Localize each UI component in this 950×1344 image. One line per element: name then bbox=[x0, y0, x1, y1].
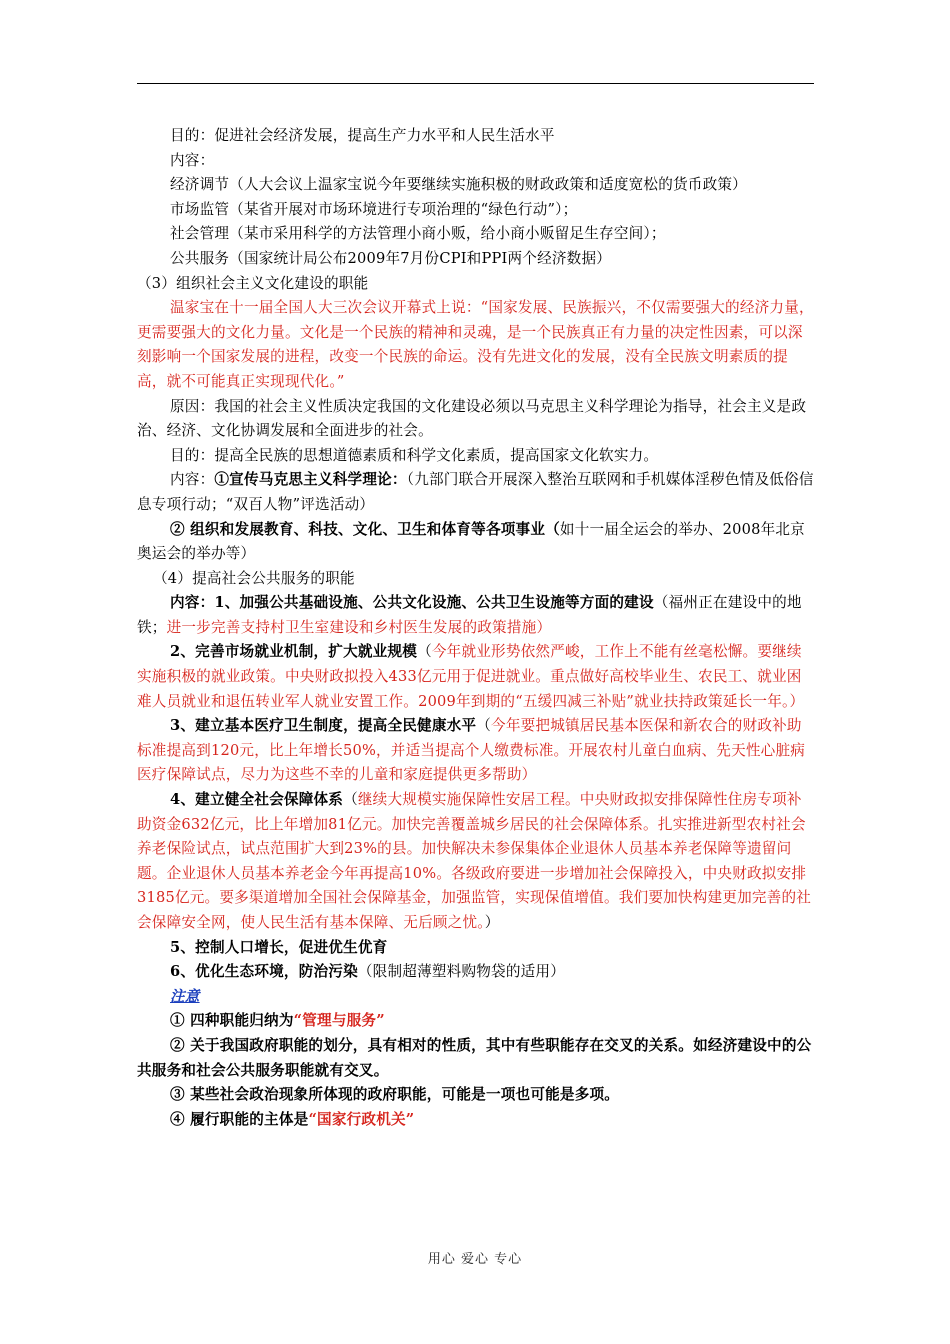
header-rule bbox=[137, 83, 814, 84]
document-body bbox=[137, 124, 814, 1132]
section-3-heading: （3）组织社会主义文化建设的职能 bbox=[137, 274, 369, 292]
note-link[interactable]: 注意 bbox=[170, 987, 200, 1005]
service-item-1-red: 进一步完善支持村卫生室建设和乡村医生发展的政策措施） bbox=[166, 618, 552, 636]
service-item-3 bbox=[137, 714, 814, 788]
page-footer: 用心 爱心 专心 bbox=[427, 1252, 523, 1267]
culture-item-1-title: ①宣传马克思主义科学理论： bbox=[214, 471, 407, 489]
note-1-text: ① 四种职能归纳为 bbox=[170, 1012, 294, 1030]
content-label: 内容： bbox=[170, 471, 215, 489]
culture-content-1 bbox=[137, 468, 814, 517]
content-label: 内容： bbox=[170, 151, 215, 169]
culture-reason: 原因：我国的社会主义性质决定我国的文化建设必须以马克思主义科学理论为指导，社会主义是政治、经济、文化协调发展和全面进步的社会。 bbox=[137, 397, 807, 440]
culture-goal: 目的：提高全民族的思想道德素质和科学文化素质，提高国家文化软实力。 bbox=[170, 446, 659, 464]
note-4-text: ④ 履行职能的主体是 bbox=[170, 1110, 309, 1128]
note-1 bbox=[137, 1009, 814, 1034]
service-item-4-end: ） bbox=[484, 914, 500, 931]
note-2: ② 关于我国政府职能的划分，具有相对的性质，其中有些职能存在交叉的关系。如经济建设中的公共服务和社会公共服务职能就有交叉。 bbox=[137, 1036, 812, 1079]
service-item-6 bbox=[137, 960, 814, 985]
service-item-1-title: 内容：1、加强公共基础设施、公共文化设施、公共卫生设施等方面的建设 bbox=[170, 594, 654, 612]
culture-item-1-example: （九部门联合开展深入整治互联网和手机媒体淫秽色情及低俗信息专项行动；“双百人物”评选活动） bbox=[137, 471, 814, 513]
note-4-red: “国家行政机关” bbox=[308, 1110, 415, 1128]
service-item-2 bbox=[137, 640, 814, 714]
service-item-3-red: 今年要把城镇居民基本医保和新农合的财政补助标准提高到120元，比上年增长50%，并适当提高个人缴费标准。开展农村儿童白血病、先天性心脏病医疗保障试点，尽力为这些不幸的儿童和家庭提供更多帮助） bbox=[137, 717, 806, 784]
service-item-1-example: （福州正在建设中的地铁； bbox=[137, 594, 802, 636]
public-service-line: 公共服务（国家统计局公布2009年7月份CPI和PPI两个经济数据） bbox=[170, 249, 612, 267]
social-management-line: 社会管理（某市采用科学的方法管理小商小贩，给小商小贩留足生存空间）； bbox=[170, 225, 666, 243]
note-heading bbox=[137, 985, 814, 1010]
service-item-5: 5、控制人口增长，促进优生优育 bbox=[170, 938, 388, 956]
note-1-red: “管理与服务” bbox=[293, 1012, 385, 1030]
service-item-4-title: 4、建立健全社会保障体系 bbox=[170, 791, 344, 809]
culture-item-2-example: 如十一届全运会的举办、2008年北京奥运会的举办等） bbox=[137, 520, 805, 563]
culture-content-2 bbox=[137, 518, 814, 567]
section-4-heading: （4）提高社会公共服务的职能 bbox=[153, 569, 355, 587]
economic-regulation-line: 经济调节（人大会议上温家宝说今年要继续实施积极的财政政策和适度宽松的货币政策） bbox=[170, 176, 747, 194]
service-item-6-title: 6、优化生态环境，防治污染 bbox=[170, 963, 358, 981]
service-item-4-paren: （ bbox=[343, 791, 358, 809]
service-item-3-paren: （ bbox=[476, 717, 492, 735]
service-item-1 bbox=[137, 591, 814, 640]
service-item-6-example: （限制超薄塑料购物袋的适用） bbox=[357, 963, 566, 981]
culture-item-2-title: ② 组织和发展教育、科技、文化、卫生和体育等各项事业（ bbox=[170, 520, 560, 538]
service-item-3-title: 3、建立基本医疗卫生制度，提高全民健康水平 bbox=[170, 717, 477, 735]
purpose-line: 目的：促进社会经济发展，提高生产力水平和人民生活水平 bbox=[170, 127, 555, 144]
note-3: ③ 某些社会政治现象所体现的政府职能，可能是一项也可能是多项。 bbox=[170, 1086, 620, 1104]
market-supervision-line: 市场监管（某省开展对市场环境进行专项治理的“绿色行动”）； bbox=[170, 200, 578, 218]
service-item-2-title: 2、完善市场就业机制，扩大就业规模 bbox=[170, 643, 418, 661]
note-4 bbox=[137, 1108, 814, 1133]
culture-quote: 温家宝在十一届全国人大三次会议开幕式上说：“国家发展、民族振兴，不仅需要强大的经济力量，更需要强大的文化力量。文化是一个民族的精神和灵魂，是一个民族真正有力量的决定性因素，可以深刻影响一个国家发展的进程，改变一个民族的命运。没有先进文化的发展，没有全民族文明素质的提高，就不可能真正实现现代化。” bbox=[137, 299, 814, 390]
service-item-2-red: 今年就业形势依然严峻，工作上不能有丝毫松懈。要继续实施积极的就业政策。中央财政拟投入433亿元用于促进就业。重点做好高校毕业生、农民工、就业困难人员就业和退伍转业军人就业安置工作。2009年到期的“五缓四减三补贴”就业扶持政策延长一年。） bbox=[137, 643, 805, 710]
service-item-4 bbox=[137, 788, 814, 936]
service-item-4-red: 继续大规模实施保障性安居工程。中央财政拟安排保障性住房专项补助资金632亿元，比上年增加81亿元。加快完善覆盖城乡居民的社会保障体系。扎实推进新型农村社会养老保险试点，试点范围扩大到23%的县。加快解决未参保集体企业退休人员基本养老保障等遗留问题。企业退休人员基本养老金今年再提高10%。各级政府要进一步增加社会保障投入，中央财政拟安排3185亿元。要多渠道增加全国社会保障基金，加强监管，实现保值增值。我们要加快构建更加完善的社会保障安全网，使人民生活有基本保障、无后顾之忧。 bbox=[137, 791, 812, 931]
service-item-2-paren: （ bbox=[417, 643, 432, 661]
